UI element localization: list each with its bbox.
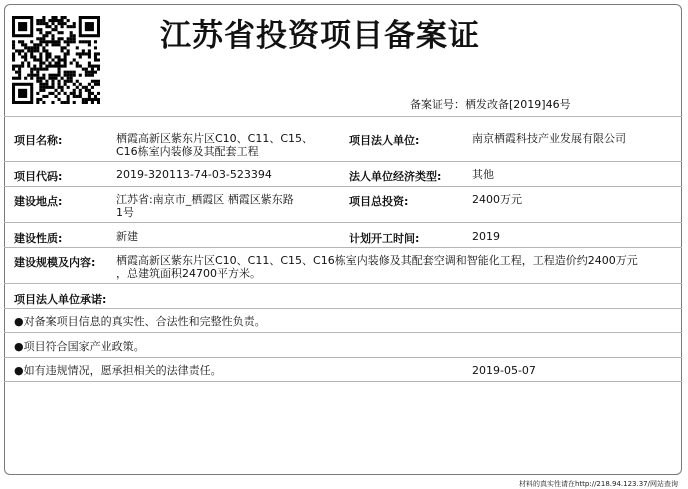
project-name-line-2: C16栋室内装修及其配套工程 — [116, 145, 259, 158]
project-code-value: 2019-320113-74-03-523394 — [116, 168, 272, 181]
commitment-item: ●对备案项目信息的真实性、合法性和完整性负责。 — [14, 315, 266, 328]
record-number-value: 栖发改备[2019]46号 — [465, 98, 571, 111]
location-line-2: 1号 — [116, 206, 134, 219]
econ-type-label: 法人单位经济类型: — [349, 170, 442, 183]
page-title: 江苏省投资项目备案证 — [160, 18, 480, 54]
divider — [4, 186, 682, 187]
divider — [4, 247, 682, 248]
total-investment-label: 项目总投资: — [349, 195, 409, 208]
divider — [4, 381, 682, 382]
commitment-heading: 项目法人单位承诺: — [14, 293, 107, 306]
project-name-label: 项目名称: — [14, 134, 63, 147]
econ-type-value: 其他 — [472, 168, 494, 181]
start-time-label: 计划开工时间: — [349, 232, 420, 245]
location-label: 建设地点: — [14, 195, 63, 208]
nature-label: 建设性质: — [14, 232, 63, 245]
project-name-value — [116, 132, 313, 158]
location-line-1: 江苏省:南京市_栖霞区 栖霞区紫东路 — [116, 193, 294, 206]
certificate-frame — [4, 4, 682, 475]
divider — [4, 222, 682, 223]
scale-value — [116, 254, 638, 280]
commitment-item: ●如有违规情况，愿承担相关的法律责任。 — [14, 364, 222, 377]
legal-entity-label: 项目法人单位: — [349, 134, 420, 147]
divider — [4, 161, 682, 162]
start-time-value: 2019 — [472, 230, 500, 243]
project-code-label: 项目代码: — [14, 170, 63, 183]
nature-value: 新建 — [116, 230, 138, 243]
record-number — [410, 96, 571, 112]
divider — [4, 283, 682, 284]
divider — [4, 357, 682, 358]
commitment-date: 2019-05-07 — [472, 364, 536, 377]
total-investment-value: 2400万元 — [472, 193, 522, 206]
scale-line-2: ，总建筑面积24700平方米。 — [116, 267, 261, 280]
location-value — [116, 193, 294, 219]
divider-top — [4, 116, 682, 117]
verification-footer: 材料的真实性请在http://218.94.123.37/网站查询 — [518, 480, 678, 488]
qr-code — [12, 16, 100, 104]
divider — [4, 332, 682, 333]
project-name-line-1: 栖霞高新区紫东片区C10、C11、C15、 — [116, 132, 314, 145]
legal-entity-value: 南京栖霞科技产业发展有限公司 — [472, 132, 626, 145]
scale-line-1: 栖霞高新区紫东片区C10、C11、C15、C16栋室内装修及其配套空调和智能化工程，工程造价约2400万元 — [116, 254, 638, 267]
commitment-item: ●项目符合国家产业政策。 — [14, 340, 145, 353]
record-number-label: 备案证号： — [410, 98, 465, 111]
scale-label: 建设规模及内容: — [14, 256, 96, 269]
divider — [4, 308, 682, 309]
